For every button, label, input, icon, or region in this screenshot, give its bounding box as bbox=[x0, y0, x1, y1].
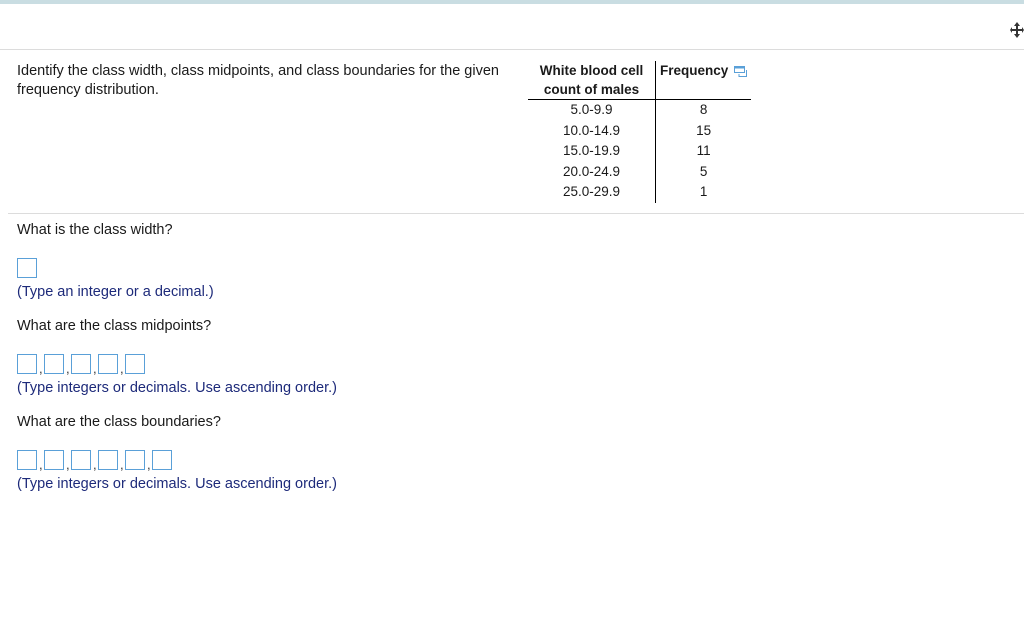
separator-comma: , bbox=[39, 361, 43, 376]
question-text: Identify the class width, class midpoints, and class boundaries for the given frequency distribution. bbox=[17, 63, 499, 98]
separator-comma: , bbox=[39, 457, 43, 472]
separator-comma: , bbox=[66, 457, 70, 472]
frequency-cell: 11 bbox=[696, 143, 711, 158]
frequency-table bbox=[528, 61, 751, 203]
separator-comma: , bbox=[93, 457, 97, 472]
class-width-hint: (Type an integer or a decimal.) bbox=[17, 284, 214, 300]
section-divider bbox=[8, 213, 1024, 214]
class-boundaries-hint: (Type integers or decimals. Use ascending order.) bbox=[17, 476, 337, 492]
table-row bbox=[528, 121, 751, 142]
table-header-count-line2: count of males bbox=[528, 80, 656, 100]
midpoint-input-5[interactable] bbox=[125, 354, 145, 374]
top-accent-bar bbox=[0, 0, 1024, 4]
separator-comma: , bbox=[120, 361, 124, 376]
table-header-frequency bbox=[656, 61, 752, 80]
frequency-cell: 1 bbox=[699, 184, 708, 199]
class-midpoints-question: What are the class midpoints? bbox=[17, 318, 212, 334]
table-header-blank bbox=[656, 80, 752, 100]
header-divider bbox=[0, 49, 1024, 50]
table-row bbox=[528, 141, 751, 162]
class-range-cell: 15.0-19.9 bbox=[528, 141, 656, 162]
frequency-cell: 15 bbox=[696, 122, 712, 138]
separator-comma: , bbox=[93, 361, 97, 376]
copy-table-icon[interactable] bbox=[734, 66, 747, 77]
class-range-cell: 10.0-14.9 bbox=[528, 121, 656, 142]
midpoint-input-4[interactable] bbox=[98, 354, 118, 374]
class-range-cell: 20.0-24.9 bbox=[528, 162, 656, 183]
table-row bbox=[528, 162, 751, 183]
class-range-cell: 5.0-9.9 bbox=[528, 100, 656, 121]
table-row bbox=[528, 100, 751, 121]
midpoint-input-2[interactable] bbox=[44, 354, 64, 374]
class-boundaries-question: What are the class boundaries? bbox=[17, 414, 221, 430]
class-range-cell: 25.0-29.9 bbox=[528, 182, 656, 203]
boundary-input-3[interactable] bbox=[71, 450, 91, 470]
class-midpoints-hint: (Type integers or decimals. Use ascending order.) bbox=[17, 380, 337, 396]
boundary-input-5[interactable] bbox=[125, 450, 145, 470]
separator-comma: , bbox=[120, 457, 124, 472]
boundary-input-2[interactable] bbox=[44, 450, 64, 470]
frequency-cell: 8 bbox=[699, 102, 708, 117]
frequency-cell: 5 bbox=[699, 163, 708, 179]
midpoint-input-1[interactable] bbox=[17, 354, 37, 374]
separator-comma: , bbox=[147, 457, 151, 472]
move-icon[interactable] bbox=[1010, 20, 1024, 40]
separator-comma: , bbox=[66, 361, 70, 376]
boundary-input-6[interactable] bbox=[152, 450, 172, 470]
boundary-input-4[interactable] bbox=[98, 450, 118, 470]
table-header-frequency-label: Frequency bbox=[660, 63, 729, 78]
midpoint-input-3[interactable] bbox=[71, 354, 91, 374]
table-row bbox=[528, 182, 751, 203]
boundary-input-1[interactable] bbox=[17, 450, 37, 470]
table-header-count: White blood cell bbox=[528, 61, 656, 80]
class-width-input[interactable] bbox=[17, 258, 37, 278]
class-width-question: What is the class width? bbox=[17, 222, 173, 238]
